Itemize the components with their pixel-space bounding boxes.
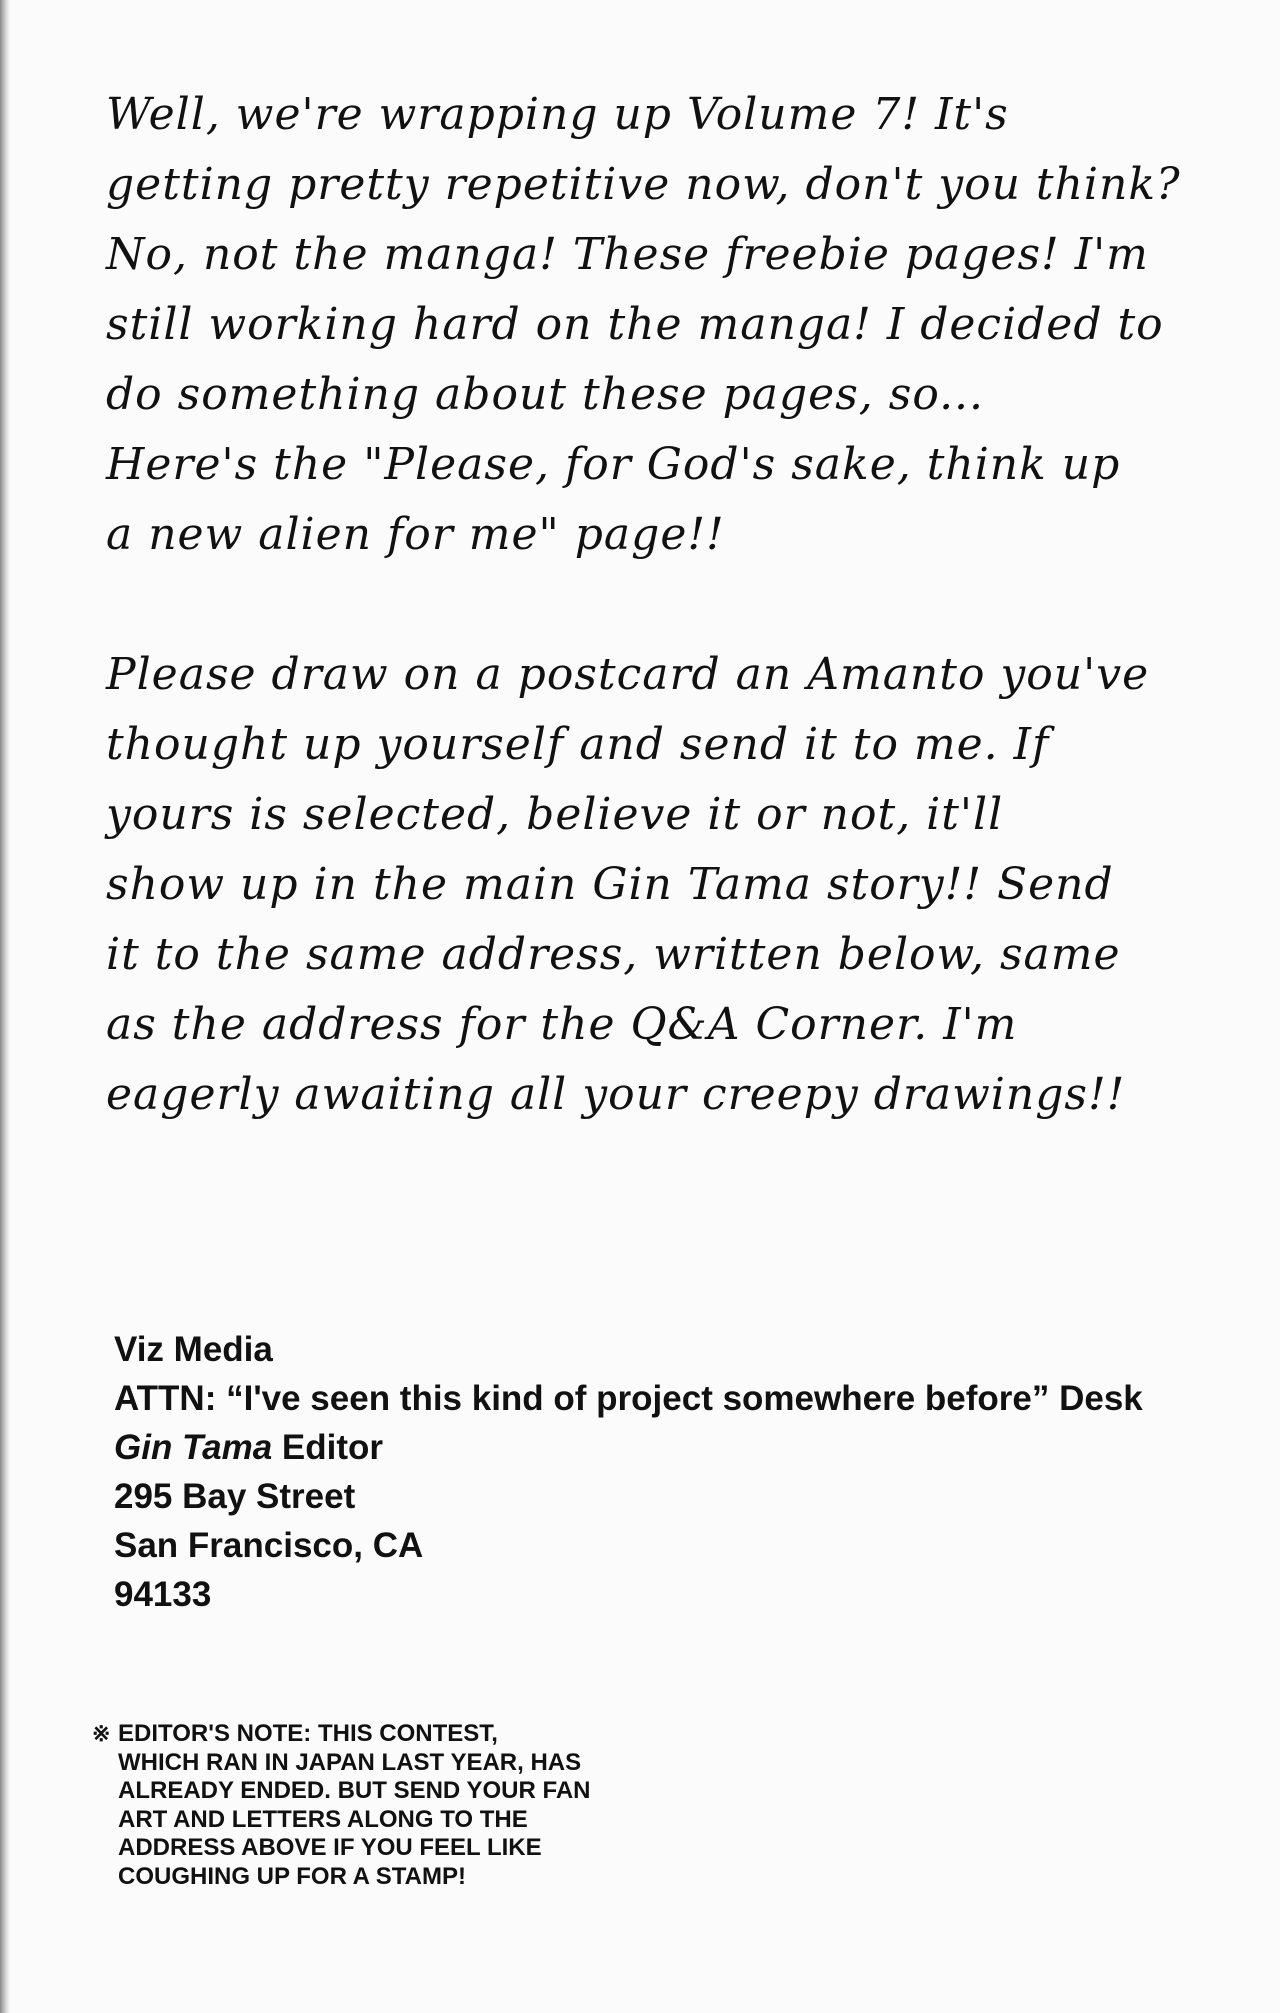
handwritten-message — [106, 80, 1216, 1130]
address-editor-title: Gin Tama — [114, 1428, 273, 1467]
address-editor-suffix: Editor — [272, 1428, 384, 1467]
message-line: Please draw on a postcard an Amanto you've — [106, 649, 1150, 700]
note-line: ART AND LETTERS ALONG TO THE — [118, 1805, 528, 1833]
address-zip: 94133 — [114, 1575, 212, 1614]
message-line: eagerly awaiting all your creepy drawings!! — [106, 1069, 1126, 1120]
message-line: still working hard on the manga! I decided to — [106, 299, 1164, 350]
page-binding-edge — [0, 0, 10, 2013]
note-line: ADDRESS ABOVE IF YOU FEEL LIKE — [118, 1834, 542, 1861]
paragraph-spacer — [106, 570, 1216, 640]
message-line: it to the same address, written below, same — [106, 929, 1121, 980]
message-line: thought up yourself and send it to me. If — [106, 719, 1050, 770]
note-line: ALREADY ENDED. BUT SEND YOUR FAN — [118, 1777, 591, 1804]
message-line: show up in the main Gin Tama story!! Send — [106, 859, 1114, 910]
address-attn: ATTN: “I've seen this kind of project somewhere before” Desk — [114, 1379, 1143, 1418]
note-line: WHICH RAN IN JAPAN LAST YEAR, HAS — [118, 1748, 582, 1776]
address-city: San Francisco, CA — [114, 1526, 424, 1565]
reference-mark-icon: ※ — [92, 1721, 111, 1746]
address-company: Viz Media — [114, 1330, 273, 1369]
mailing-address — [114, 1325, 1143, 1619]
message-line: yours is selected, believe it or not, it'll — [106, 789, 1004, 840]
message-line: a new alien for me" page!! — [106, 509, 725, 560]
note-line: COUGHING UP FOR A STAMP! — [118, 1862, 466, 1890]
address-street: 295 Bay Street — [114, 1477, 356, 1516]
message-line: getting pretty repetitive now, don't you think? — [106, 159, 1181, 210]
message-line: Well, we're wrapping up Volume 7! It's — [106, 89, 1009, 140]
message-line: do something about these pages, so... — [106, 369, 985, 420]
message-line: as the address for the Q&A Corner. I'm — [106, 999, 1018, 1050]
note-line: EDITOR'S NOTE: THIS CONTEST, — [118, 1720, 498, 1747]
message-line: Here's the "Please, for God's sake, think up — [106, 439, 1121, 490]
editors-note — [92, 1720, 591, 1891]
message-line: No, not the manga! These freebie pages! I'm — [106, 229, 1149, 280]
address-editor — [114, 1423, 1143, 1472]
